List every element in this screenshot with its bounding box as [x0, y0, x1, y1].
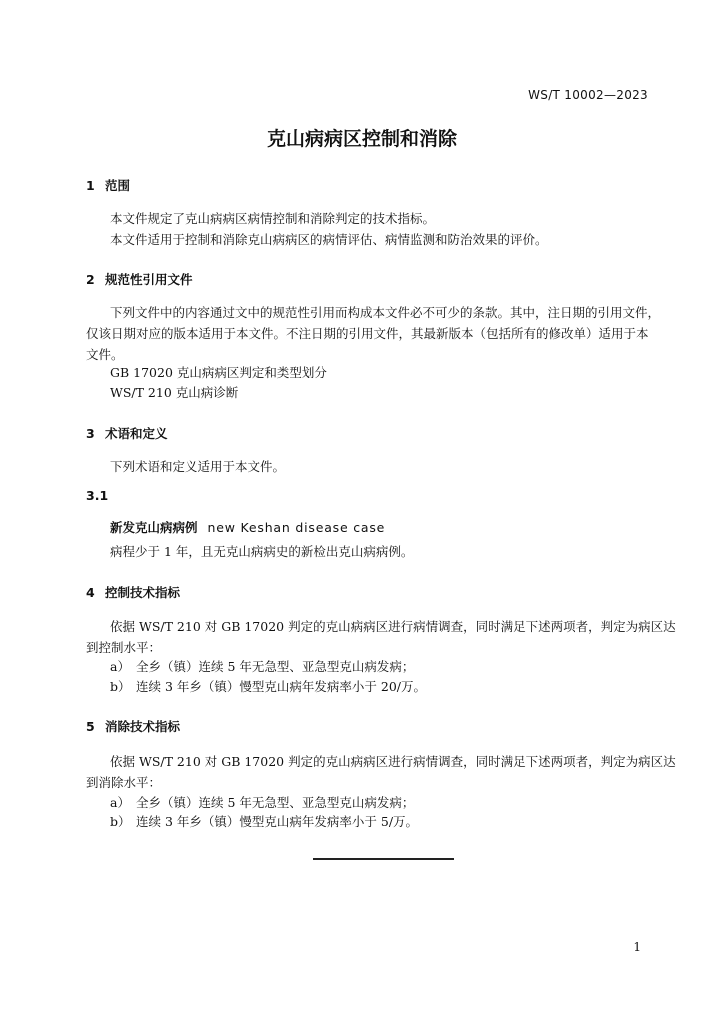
section-number: 3 [86, 426, 95, 441]
paragraph-line: 下列术语和定义适用于本文件。 [110, 459, 286, 474]
paragraph-line: 依据 WS/T 210 对 GB 17020 判定的克山病病区进行病情调查，同时满足下述两项者，判定为病区达 [110, 754, 676, 769]
end-of-document-rule [313, 858, 454, 860]
list-item-text: 全乡（镇）连续 5 年无急型、亚急型克山病发病； [136, 795, 415, 810]
paragraph-line: 下列文件中的内容通过文中的规范性引用而构成本文件必不可少的条款。其中，注日期的引用文件， [110, 305, 661, 320]
list-marker: a） [110, 659, 130, 674]
standard-code: WS/T 10002—2023 [528, 88, 648, 102]
list-marker: a） [110, 795, 130, 810]
section-3-heading [86, 424, 168, 442]
list-item [110, 656, 414, 677]
term-definition: 病程少于 1 年，且无克山病病史的新检出克山病病例。 [110, 544, 414, 559]
section-number: 4 [86, 585, 95, 600]
list-marker: b） [110, 814, 131, 829]
section-title: 范围 [105, 178, 131, 193]
reference-item: WS/T 210 克山病诊断 [110, 385, 239, 400]
paragraph-line: 依据 WS/T 210 对 GB 17020 判定的克山病病区进行病情调查，同时满足下述两项者，判定为病区达 [110, 619, 676, 634]
section-title: 规范性引用文件 [105, 272, 193, 287]
list-item-text: 连续 3 年乡（镇）慢型克山病年发病率小于 5/万。 [136, 814, 419, 829]
section-title: 控制技术指标 [105, 585, 181, 600]
term-english: new Keshan disease case [207, 520, 386, 535]
term-entry [110, 518, 385, 536]
list-item-text: 连续 3 年乡（镇）慢型克山病年发病率小于 20/万。 [136, 679, 426, 694]
paragraph-line: 到消除水平： [86, 775, 162, 790]
section-title: 术语和定义 [105, 426, 168, 441]
section-number: 2 [86, 272, 95, 287]
document-title: 克山病病区控制和消除 [266, 128, 457, 150]
paragraph-line: 本文件规定了克山病病区病情控制和消除判定的技术指标。 [110, 211, 436, 226]
paragraph-line: 到控制水平： [86, 640, 162, 655]
section-1-heading [86, 176, 130, 194]
page-number: 1 [633, 940, 641, 954]
paragraph-line: 仅该日期对应的版本适用于本文件。不注日期的引用文件，其最新版本（包括所有的修改单）适用于本 [86, 326, 649, 341]
paragraph-line: 本文件适用于控制和消除克山病病区的病情评估、病情监测和防治效果的评价。 [110, 232, 548, 247]
list-marker: b） [110, 679, 131, 694]
section-number: 5 [86, 719, 95, 734]
section-number: 1 [86, 178, 95, 193]
paragraph-line: 文件。 [86, 347, 124, 362]
section-4-heading [86, 583, 180, 601]
list-item-text: 全乡（镇）连续 5 年无急型、亚急型克山病发病； [136, 659, 415, 674]
list-item [110, 676, 426, 697]
list-item [110, 792, 414, 813]
section-2-heading [86, 270, 193, 288]
section-5-heading [86, 717, 180, 735]
list-item [110, 811, 418, 832]
section-title: 消除技术指标 [105, 719, 181, 734]
subsection-3-1-number: 3.1 [86, 488, 109, 503]
reference-item: GB 17020 克山病病区判定和类型划分 [110, 365, 327, 380]
term-chinese: 新发克山病病例 [110, 520, 198, 535]
